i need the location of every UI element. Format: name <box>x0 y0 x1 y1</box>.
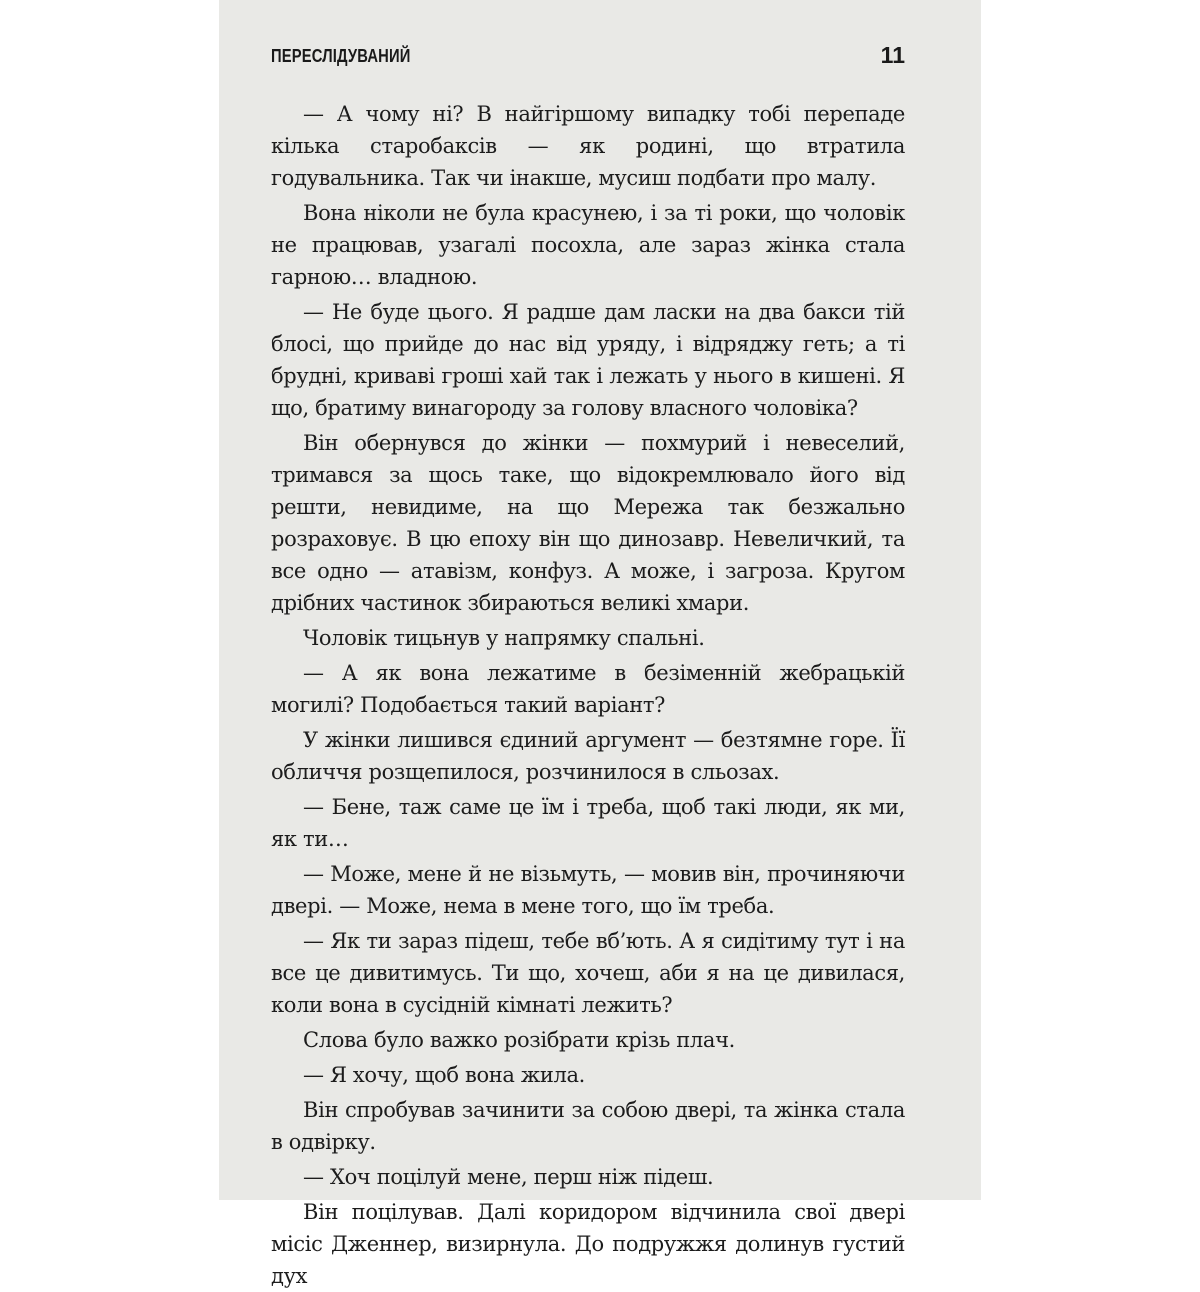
paragraph: Він поцілував. Далі коридором відчинила свої двері місіс Дженнер, визирнула. До подружжя долинув густий дух <box>271 1200 905 1288</box>
paragraph: — Може, мене й не візьмуть, — мовив він, прочиняючи двері. — Може, нема в мене того, що їм треба. <box>271 862 905 918</box>
paragraph: — А чому ні? В найгіршому випадку тобі перепаде кілька старобаксів — як родині, що втратила годувальника. Так чи інакше, мусиш подбати про малу. <box>271 102 905 190</box>
paragraph: — Не буде цього. Я радше дам ласки на два бакси тій блосі, що прийде до нас від уряду, і відряджу геть; а ті брудні, криваві гроші хай так і лежать у нього в кишені. Я що, братиму винагороду за голову власного чоловіка? <box>271 300 905 420</box>
page-number: 11 <box>880 42 905 68</box>
book-page <box>219 0 981 1288</box>
paragraph: — Бене, таж саме це їм і треба, щоб такі люди, як ми, як ти… <box>271 795 905 851</box>
paragraph: — Я хочу, щоб вона жила. <box>303 1063 585 1087</box>
body-text <box>271 98 905 1292</box>
paragraph: Вона ніколи не була красунею, і за ті роки, що чоловік не працював, узагалі посохла, але зараз жінка стала гарною… владною. <box>271 201 905 289</box>
paragraph: У жінки лишився єдиний аргумент — безтямне горе. Її обличчя розщепилося, розчинилося в сльозах. <box>271 728 905 784</box>
paragraph: — Хоч поцілуй мене, перш ніж підеш. <box>303 1165 714 1189</box>
paragraph: — А як вона лежатиме в безіменній жебрацькій могилі? Подобається такий варіант? <box>271 661 905 717</box>
paragraph: Він обернувся до жінки — похмурий і невеселий, тримався за щось таке, що відокремлювало його від решти, невидиме, на що Мережа так безжально розраховує. В цю епоху він що динозавр. Невеличкий, та все одно — атавізм, конфуз. А може, і загроза. Кругом дрібних частинок збираються великі хмари. <box>271 431 905 615</box>
paragraph: Слова було важко розібрати крізь плач. <box>303 1028 735 1052</box>
paragraph: — Як ти зараз підеш, тебе вб’ють. А я сидітиму тут і на все це дивитимусь. Ти що, хочеш, аби я на це дивилася, коли вона в сусідній кімнаті лежить? <box>271 929 905 1017</box>
running-head: ПЕРЕСЛІДУВАНИЙ <box>271 46 411 66</box>
paragraph: Він спробував зачинити за собою двері, та жінка стала в одвірку. <box>271 1098 905 1154</box>
paragraph: Чоловік тицьнув у напрямку спальні. <box>303 626 705 650</box>
page-header <box>271 42 905 72</box>
